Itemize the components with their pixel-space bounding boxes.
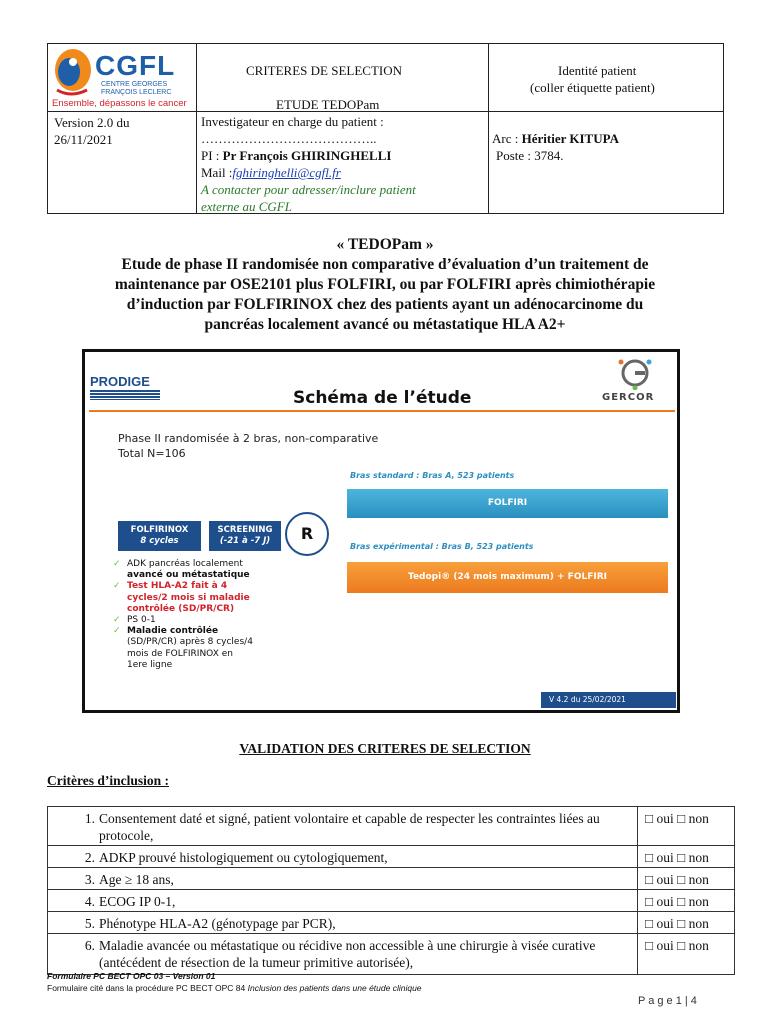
bullet-text: avancé ou métastatique — [127, 570, 250, 581]
eligibility-bullets — [113, 559, 253, 671]
investigator-label: Investigateur en charge du patient : — [201, 114, 384, 129]
pi-line — [201, 147, 391, 164]
header-divider — [488, 44, 489, 213]
table-row — [48, 846, 734, 868]
cell-divider — [637, 912, 638, 933]
identity-note: (coller étiquette patient) — [530, 80, 655, 95]
arc-line — [492, 130, 619, 147]
yes-no-checkbox[interactable]: □ oui □ non — [645, 894, 709, 909]
bullet-text: cycles/2 mois si maladie — [127, 592, 250, 603]
check-icon: ✓ — [113, 615, 121, 626]
inclusion-title: Critères d’inclusion : — [47, 773, 169, 788]
arm-a-label: Bras standard : Bras A, 523 patients — [350, 471, 515, 480]
screening-window: (-21 à -7 J) — [219, 536, 271, 546]
validation-title: VALIDATION DES CRITERES DE SELECTION — [239, 741, 531, 756]
criterion-number: 4. — [84, 894, 95, 909]
logo-tagline: Ensemble, dépassons le cancer — [52, 98, 187, 109]
folfirinox-box — [118, 521, 201, 551]
criteria-title: CRITERES DE SELECTION — [246, 63, 402, 78]
cell-divider — [637, 934, 638, 974]
criterion-text: Phénotype HLA-A2 (génotypage par PCR), — [99, 916, 336, 931]
mail-label: Mail : — [201, 165, 233, 180]
screening-label: SCREENING — [217, 525, 273, 535]
header-divider — [48, 111, 196, 112]
randomization-circle: R — [285, 512, 329, 556]
pi-name: Pr François GHIRINGHELLI — [222, 148, 392, 163]
cell-divider — [637, 807, 638, 845]
table-row — [48, 868, 734, 890]
footer-procedure-text: Formulaire cité dans la procédure PC BECT OPC 84 — [47, 983, 248, 993]
screening-box — [209, 521, 281, 551]
bullet-text: PS 0-1 — [127, 615, 156, 626]
criterion-text: Consentement daté et signé, patient volontaire et capable de respecter les contraintes liées au protocole, — [99, 811, 600, 843]
arm-b-label: Bras expérimental : Bras B, 523 patients — [350, 542, 534, 551]
footer-procedure — [47, 983, 422, 993]
version-date: 26/11/2021 — [54, 132, 113, 147]
criterion-text: Maladie avancée ou métastatique ou récidive non accessible à une chirurgie à visée curative (antécédent de résection de la tumeur primitive autorisée), — [99, 938, 596, 970]
contact-note: A contacter pour adresser/inclure patient — [201, 182, 416, 197]
footer-procedure-title: Inclusion des patients dans une étude clinique — [247, 983, 422, 993]
mail-link[interactable]: fghiringhelli@cgfl.fr — [232, 165, 341, 180]
arm-a-bar: FOLFIRI — [347, 489, 668, 518]
identity-label: Identité patient — [558, 63, 637, 78]
logo-sub: CENTRE GEORGES — [101, 81, 168, 88]
study-title: ETUDE TEDOPam — [276, 97, 380, 112]
investigator-field: ………………………………….. — [201, 131, 377, 146]
version-line: Version 2.0 du — [54, 115, 130, 130]
page-number: P a g e 1 | 4 — [638, 995, 697, 1007]
slide-version: V 4.2 du 25/02/2021 — [541, 692, 676, 708]
study-description: Etude de phase II randomisée non comparative d’évaluation d’un traitement de — [121, 256, 649, 273]
prodige-logo: PRODIGE — [90, 374, 150, 389]
footer-form-id: Formulaire PC BECT OPC 03 – Version 01 — [47, 971, 216, 981]
slide-rule — [89, 410, 675, 412]
yes-no-checkbox[interactable]: □ oui □ non — [645, 872, 709, 887]
table-row — [48, 890, 734, 912]
criterion-number: 3. — [84, 872, 95, 887]
criterion-text: Age ≥ 18 ans, — [99, 872, 174, 887]
criterion-number: 5. — [84, 916, 95, 931]
table-row — [48, 934, 734, 974]
bullet-text: contrôlée (SD/PR/CR) — [127, 603, 235, 614]
yes-no-checkbox[interactable]: □ oui □ non — [645, 811, 709, 826]
bullet-text: Test HLA-A2 fait à 4 — [127, 581, 228, 592]
bullet-text: mois de FOLFIRINOX en — [127, 648, 233, 659]
criterion-number: 6. — [84, 938, 95, 953]
folfirinox-cycles: 8 cycles — [140, 536, 179, 546]
check-icon: ✓ — [113, 559, 121, 569]
criterion-number: 2. — [84, 850, 95, 865]
gercor-logo: GERCOR — [602, 392, 655, 403]
slide-heading: Schéma de l’étude — [293, 388, 472, 408]
table-row — [48, 807, 734, 846]
arc-label: Arc : — [492, 131, 522, 146]
cell-divider — [637, 890, 638, 911]
header-divider — [488, 111, 724, 112]
mail-line — [201, 164, 341, 181]
study-schema-slide — [82, 349, 680, 713]
study-description: pancréas localement avancé ou métastatique HLA A2+ — [204, 316, 566, 333]
study-description: maintenance par OSE2101 plus FOLFIRI, ou par FOLFIRI après chimiothérapie — [114, 276, 656, 293]
slide-phase: Phase II randomisée à 2 bras, non-comparative — [118, 432, 379, 445]
criterion-text: ECOG IP 0-1, — [99, 894, 176, 909]
table-row — [48, 912, 734, 934]
yes-no-checkbox[interactable]: □ oui □ non — [645, 916, 709, 931]
bullet-text: Maladie contrôlée — [127, 626, 219, 637]
pi-label: PI : — [201, 148, 223, 163]
prodige-logo-underline — [90, 390, 160, 400]
contact-note: externe au CGFL — [201, 199, 292, 214]
arm-b-bar: Tedopi® (24 mois maximum) + FOLFIRI — [347, 562, 668, 593]
bullet-text: 1ere ligne — [127, 659, 173, 670]
study-name: « TEDOPam » — [336, 236, 434, 253]
folfirinox-label: FOLFIRINOX — [130, 525, 189, 535]
cell-divider — [637, 846, 638, 867]
criterion-text: ADKP prouvé histologiquement ou cytologiquement, — [99, 850, 388, 865]
bullet-text: ADK pancréas localement — [127, 559, 243, 569]
poste-line: Poste : 3784. — [496, 148, 564, 163]
bullet-text: (SD/PR/CR) après 8 cycles/4 — [127, 637, 253, 648]
arc-name: Héritier KITUPA — [521, 131, 619, 146]
yes-no-checkbox[interactable]: □ oui □ non — [645, 938, 709, 953]
yes-no-checkbox[interactable]: □ oui □ non — [645, 850, 709, 865]
cell-divider — [637, 868, 638, 889]
check-icon: ✓ — [113, 581, 121, 592]
slide-total: Total N=106 — [118, 447, 186, 460]
header-divider — [196, 44, 197, 213]
check-icon: ✓ — [113, 626, 121, 637]
logo-sub: FRANÇOIS LECLERC — [101, 89, 172, 96]
inclusion-criteria-table — [47, 806, 735, 975]
criterion-number: 1. — [84, 811, 95, 826]
study-description: d’induction par FOLFIRINOX chez des patients ayant un adénocarcinome du — [126, 296, 644, 313]
gercor-logo-icon — [615, 356, 655, 390]
logo-name: CGFL — [95, 50, 176, 81]
cgfl-logo — [51, 46, 193, 109]
header-table — [47, 43, 724, 214]
